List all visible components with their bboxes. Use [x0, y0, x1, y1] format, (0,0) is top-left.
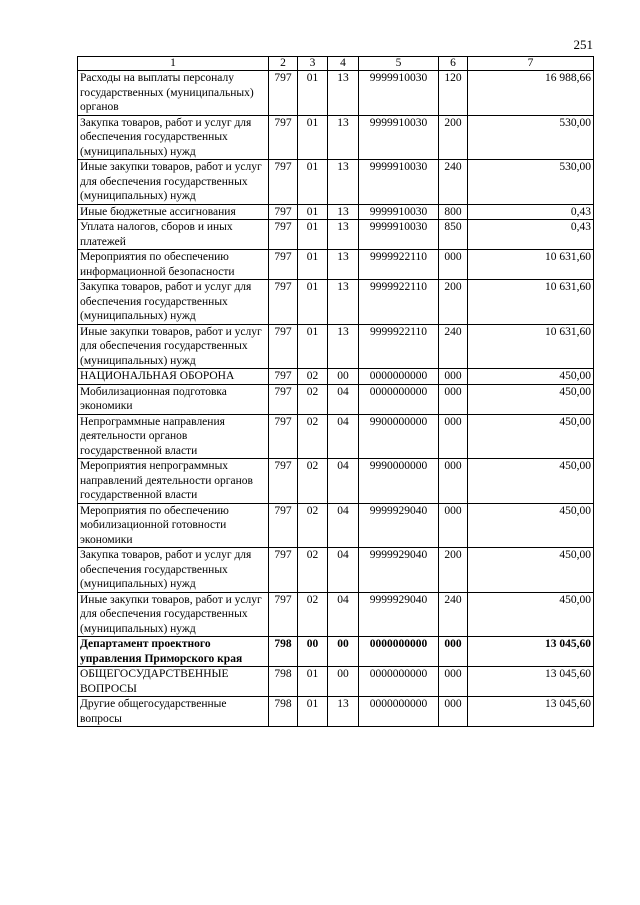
ministry-code-cell: 797	[269, 459, 298, 504]
subsection-code-cell: 04	[328, 503, 359, 548]
expense-type-cell: 800	[439, 204, 468, 220]
target-article-cell: 9999910030	[359, 220, 439, 250]
target-article-cell: 0000000000	[359, 667, 439, 697]
target-article-cell: 9999910030	[359, 204, 439, 220]
ministry-code-cell: 797	[269, 250, 298, 280]
row-name-cell: ОБЩЕГОСУДАРСТВЕННЫЕ ВОПРОСЫ	[78, 667, 269, 697]
target-article-cell: 9999922110	[359, 250, 439, 280]
table-row	[78, 503, 594, 548]
expense-type-cell: 240	[439, 324, 468, 369]
table-row	[78, 115, 594, 160]
section-code-cell: 02	[298, 592, 328, 637]
header-cell: 7	[468, 57, 594, 71]
row-name-cell: Непрограммные направления деятельности органов государственной власти	[78, 414, 269, 459]
table-row	[78, 160, 594, 205]
section-code-cell: 01	[298, 220, 328, 250]
row-name-cell: Расходы на выплаты персоналу государственных (муниципальных) органов	[78, 71, 269, 116]
table-row	[78, 280, 594, 325]
subsection-code-cell: 13	[328, 250, 359, 280]
section-code-cell: 00	[298, 637, 328, 667]
subsection-code-cell: 04	[328, 548, 359, 593]
section-code-cell: 01	[298, 667, 328, 697]
row-name-cell: Мероприятия непрограммных направлений деятельности органов государственной власти	[78, 459, 269, 504]
expense-type-cell: 200	[439, 280, 468, 325]
target-article-cell: 0000000000	[359, 697, 439, 727]
row-name-cell: Закупка товаров, работ и услуг для обеспечения государственных (муниципальных) нужд	[78, 115, 269, 160]
table-row	[78, 384, 594, 414]
ministry-code-cell: 797	[269, 71, 298, 116]
section-code-cell: 01	[298, 115, 328, 160]
table-row	[78, 548, 594, 593]
ministry-code-cell: 797	[269, 384, 298, 414]
target-article-cell: 9999922110	[359, 280, 439, 325]
expense-type-cell: 000	[439, 459, 468, 504]
section-code-cell: 02	[298, 384, 328, 414]
section-code-cell: 01	[298, 71, 328, 116]
row-name-cell: Иные закупки товаров, работ и услуг для обеспечения государственных (муниципальных) нужд	[78, 324, 269, 369]
amount-cell: 450,00	[468, 414, 594, 459]
amount-cell: 530,00	[468, 115, 594, 160]
header-cell: 1	[78, 57, 269, 71]
expense-type-cell: 000	[439, 667, 468, 697]
header-cell: 5	[359, 57, 439, 71]
table-row	[78, 414, 594, 459]
subsection-code-cell: 13	[328, 220, 359, 250]
budget-table	[77, 56, 594, 727]
subsection-code-cell: 13	[328, 160, 359, 205]
amount-cell: 450,00	[468, 369, 594, 385]
header-cell: 2	[269, 57, 298, 71]
subsection-code-cell: 04	[328, 459, 359, 504]
table-row	[78, 667, 594, 697]
row-name-cell: Департамент проектного управления Приморского края	[78, 637, 269, 667]
expense-type-cell: 000	[439, 697, 468, 727]
row-name-cell: Иные закупки товаров, работ и услуг для обеспечения государственных (муниципальных) нужд	[78, 592, 269, 637]
amount-cell: 16 988,66	[468, 71, 594, 116]
amount-cell: 10 631,60	[468, 280, 594, 325]
row-name-cell: Иные бюджетные ассигнования	[78, 204, 269, 220]
expense-type-cell: 000	[439, 250, 468, 280]
amount-cell: 450,00	[468, 548, 594, 593]
amount-cell: 13 045,60	[468, 667, 594, 697]
target-article-cell: 9990000000	[359, 459, 439, 504]
section-code-cell: 01	[298, 204, 328, 220]
table-row	[78, 459, 594, 504]
subsection-code-cell: 04	[328, 414, 359, 459]
table-row	[78, 324, 594, 369]
expense-type-cell: 000	[439, 414, 468, 459]
amount-cell: 450,00	[468, 592, 594, 637]
subsection-code-cell: 00	[328, 637, 359, 667]
section-code-cell: 02	[298, 459, 328, 504]
amount-cell: 0,43	[468, 220, 594, 250]
expense-type-cell: 200	[439, 115, 468, 160]
expense-type-cell: 120	[439, 71, 468, 116]
amount-cell: 0,43	[468, 204, 594, 220]
row-name-cell: Закупка товаров, работ и услуг для обеспечения государственных (муниципальных) нужд	[78, 548, 269, 593]
target-article-cell: 0000000000	[359, 637, 439, 667]
table-row	[78, 592, 594, 637]
subsection-code-cell: 04	[328, 592, 359, 637]
section-code-cell: 01	[298, 280, 328, 325]
amount-cell: 13 045,60	[468, 697, 594, 727]
section-code-cell: 01	[298, 160, 328, 205]
ministry-code-cell: 797	[269, 220, 298, 250]
amount-cell: 450,00	[468, 503, 594, 548]
amount-cell: 450,00	[468, 459, 594, 504]
target-article-cell: 9999929040	[359, 592, 439, 637]
expense-type-cell: 000	[439, 369, 468, 385]
target-article-cell: 9999929040	[359, 548, 439, 593]
expense-type-cell: 850	[439, 220, 468, 250]
table-row	[78, 697, 594, 727]
target-article-cell: 9900000000	[359, 414, 439, 459]
target-article-cell: 0000000000	[359, 384, 439, 414]
subsection-code-cell: 04	[328, 384, 359, 414]
row-name-cell: НАЦИОНАЛЬНАЯ ОБОРОНА	[78, 369, 269, 385]
expense-type-cell: 000	[439, 503, 468, 548]
amount-cell: 450,00	[468, 384, 594, 414]
ministry-code-cell: 797	[269, 160, 298, 205]
expense-type-cell: 000	[439, 384, 468, 414]
subsection-code-cell: 13	[328, 204, 359, 220]
subsection-code-cell: 13	[328, 115, 359, 160]
subsection-code-cell: 13	[328, 324, 359, 369]
expense-type-cell: 240	[439, 592, 468, 637]
expense-type-cell: 000	[439, 637, 468, 667]
target-article-cell: 9999910030	[359, 160, 439, 205]
ministry-code-cell: 797	[269, 369, 298, 385]
target-article-cell: 9999922110	[359, 324, 439, 369]
ministry-code-cell: 797	[269, 503, 298, 548]
target-article-cell: 9999910030	[359, 71, 439, 116]
ministry-code-cell: 797	[269, 548, 298, 593]
table-row	[78, 250, 594, 280]
ministry-code-cell: 797	[269, 324, 298, 369]
ministry-code-cell: 797	[269, 592, 298, 637]
header-row	[78, 57, 594, 71]
amount-cell: 530,00	[468, 160, 594, 205]
table-body	[78, 71, 594, 727]
subsection-code-cell: 13	[328, 280, 359, 325]
target-article-cell: 9999910030	[359, 115, 439, 160]
table-row	[78, 71, 594, 116]
table-row	[78, 369, 594, 385]
row-name-cell: Другие общегосударственные вопросы	[78, 697, 269, 727]
ministry-code-cell: 797	[269, 280, 298, 325]
subsection-code-cell: 13	[328, 697, 359, 727]
row-name-cell: Мероприятия по обеспечению мобилизационной готовности экономики	[78, 503, 269, 548]
table-row	[78, 637, 594, 667]
ministry-code-cell: 798	[269, 667, 298, 697]
amount-cell: 10 631,60	[468, 250, 594, 280]
ministry-code-cell: 797	[269, 115, 298, 160]
target-article-cell: 0000000000	[359, 369, 439, 385]
subsection-code-cell: 00	[328, 369, 359, 385]
header-cell: 4	[328, 57, 359, 71]
section-code-cell: 02	[298, 414, 328, 459]
row-name-cell: Мобилизационная подготовка экономики	[78, 384, 269, 414]
row-name-cell: Иные закупки товаров, работ и услуг для обеспечения государственных (муниципальных) нужд	[78, 160, 269, 205]
page-number: 251	[573, 37, 593, 52]
expense-type-cell: 240	[439, 160, 468, 205]
section-code-cell: 02	[298, 548, 328, 593]
section-code-cell: 01	[298, 250, 328, 280]
ministry-code-cell: 798	[269, 697, 298, 727]
section-code-cell: 01	[298, 697, 328, 727]
target-article-cell: 9999929040	[359, 503, 439, 548]
header-cell: 3	[298, 57, 328, 71]
ministry-code-cell: 797	[269, 414, 298, 459]
ministry-code-cell: 798	[269, 637, 298, 667]
ministry-code-cell: 797	[269, 204, 298, 220]
amount-cell: 10 631,60	[468, 324, 594, 369]
subsection-code-cell: 00	[328, 667, 359, 697]
header-cell: 6	[439, 57, 468, 71]
row-name-cell: Мероприятия по обеспечению информационной безопасности	[78, 250, 269, 280]
table-row	[78, 204, 594, 220]
row-name-cell: Закупка товаров, работ и услуг для обеспечения государственных (муниципальных) нужд	[78, 280, 269, 325]
expense-type-cell: 200	[439, 548, 468, 593]
table-row	[78, 220, 594, 250]
section-code-cell: 01	[298, 324, 328, 369]
section-code-cell: 02	[298, 503, 328, 548]
subsection-code-cell: 13	[328, 71, 359, 116]
section-code-cell: 02	[298, 369, 328, 385]
row-name-cell: Уплата налогов, сборов и иных платежей	[78, 220, 269, 250]
amount-cell: 13 045,60	[468, 637, 594, 667]
